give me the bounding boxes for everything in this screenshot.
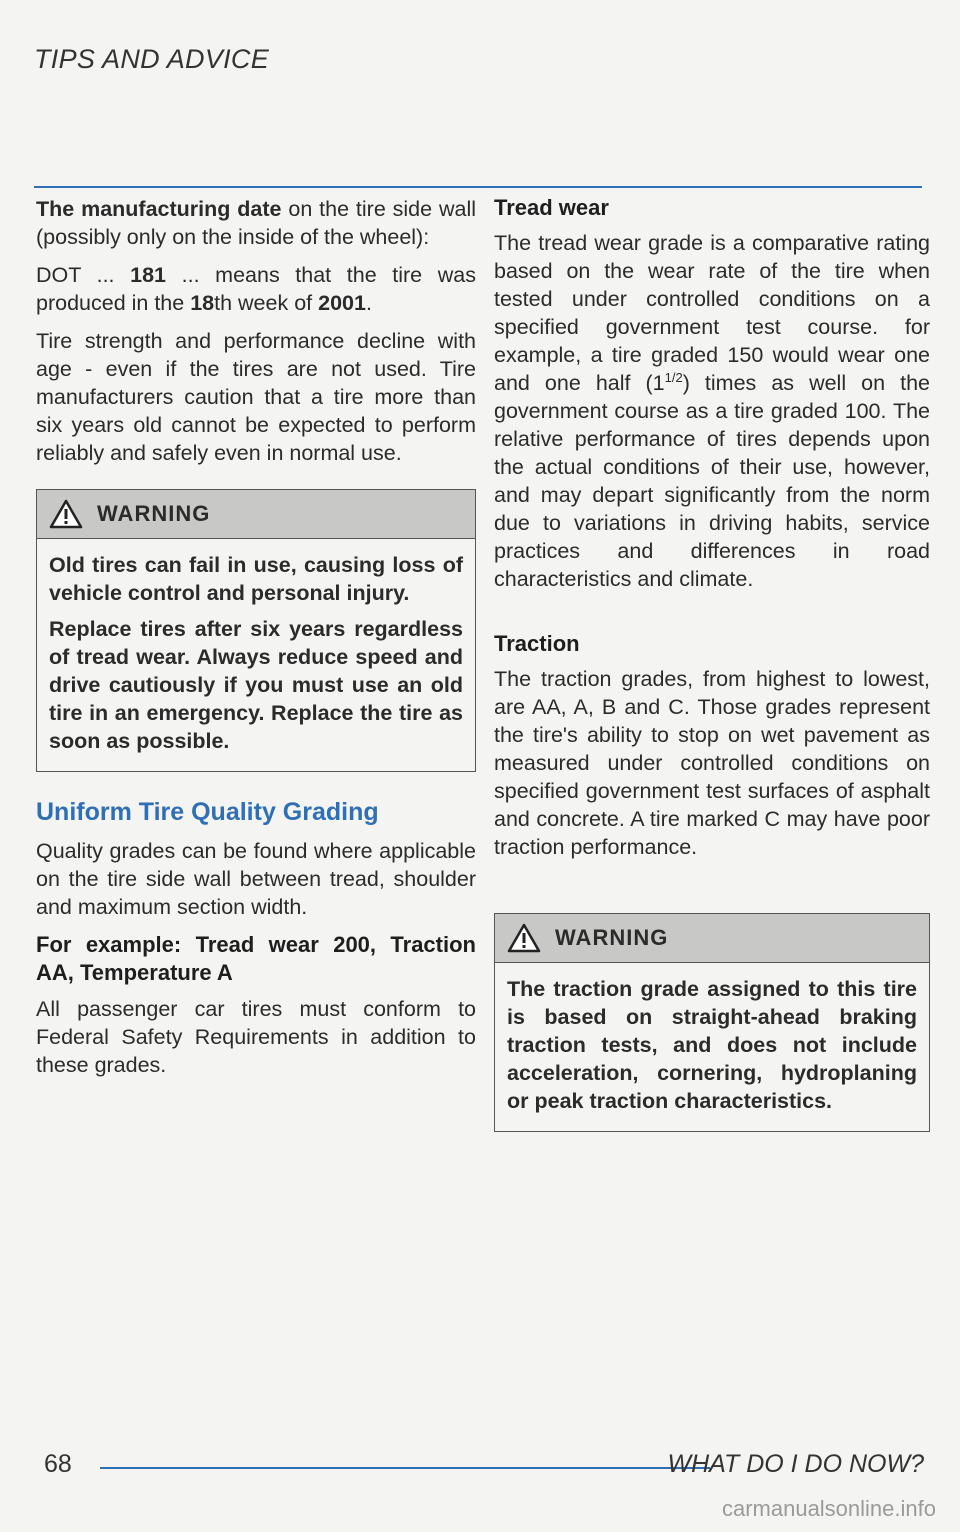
manufacturing-date-paragraph (36, 195, 476, 251)
warning-text-1: Old tires can fail in use, causing loss of vehicle control and personal injury. (49, 553, 463, 605)
page-footer (44, 1450, 924, 1490)
warning-box-old-tires (36, 489, 476, 772)
year-value: 2001 (318, 291, 366, 315)
uniform-grading-heading: Uniform Tire Quality Grading (36, 798, 379, 826)
dot-code-paragraph (36, 261, 476, 317)
page-number: 68 (44, 1450, 72, 1478)
example-heading: For example: Tread wear 200, Traction AA, Temperature A (36, 932, 476, 985)
dot-text: DOT ... (36, 263, 131, 287)
tread-wear-paragraph (494, 229, 930, 593)
tread-wear-heading: Tread wear (494, 195, 609, 220)
chapter-title: WHAT DO I DO NOW? (667, 1450, 924, 1478)
dot-code-value: 181 (130, 263, 167, 287)
warning-text-2: Replace tires after six years regardless of tread wear. Always reduce speed and drive cautiously if you must use an old tire in an emergency. Replace the tire as soon as possible. (49, 617, 463, 753)
traction-heading: Traction (494, 631, 580, 656)
warning-triangle-icon (507, 923, 541, 953)
warning-body (37, 539, 475, 771)
tread-wear-text-2: ) times as well on the government course as a tire graded 100. The relative performance of tires depends upon the actual conditions of their use, however, and may depart significantly from the norm due to variations in driving habits, service practices and differences in road characteristics and climate. (494, 371, 930, 591)
warning-box-traction (494, 913, 930, 1132)
traction-paragraph: The traction grades, from highest to lowest, are AA, A, B and C. Those grades represent the tire's ability to stop on wet pavement as measured under controlled conditions on specified government test surfaces of asphalt and concrete. A tire marked C may have poor traction performance. (494, 667, 930, 859)
footer-rule (100, 1467, 710, 1469)
warning-text-traction: The traction grade assigned to this tire is based on straight-ahead braking traction tests, and does not include acceleration, cornering, hydroplaning or peak traction characteristics. (507, 977, 917, 1113)
warning-header (495, 914, 929, 963)
week-text: th week of (214, 291, 319, 315)
half-superscript: 1/2 (664, 369, 683, 385)
watermark: carmanualsonline.info (721, 1496, 936, 1521)
period: . (365, 291, 372, 315)
section-title: TIPS AND ADVICE (34, 44, 270, 74)
week-value: 18 (190, 291, 215, 315)
tire-age-paragraph: Tire strength and performance decline with age - even if the tires are not used. Tire manufacturers caution that a tire more than six years old cannot be expected to perform reliably and safely even in normal use. (36, 329, 476, 465)
warning-triangle-icon (49, 499, 83, 529)
dot-explain-text: ... means that the tire was produced in the (36, 263, 476, 315)
warning-body (495, 963, 929, 1131)
warning-header (37, 490, 475, 539)
top-rule (34, 186, 922, 188)
right-column (494, 195, 930, 1150)
left-column (36, 195, 476, 1089)
federal-requirements-paragraph: All passenger car tires must conform to Federal Safety Requirements in addition to these grades. (36, 997, 476, 1077)
manufacturing-date-text: on the tire side wall (possibly only on the inside of the wheel): (36, 197, 477, 249)
quality-grades-paragraph: Quality grades can be found where applicable on the tire side wall between tread, shoulder and maximum section width. (36, 839, 476, 919)
manufacturing-date-term: The manufacturing date (36, 197, 282, 221)
tread-wear-text-1: The tread wear grade is a comparative rating based on the wear rate of the tire when tested under controlled conditions on a specified government test course. for example, a tire graded 150 would wear one and one half (1 (494, 231, 930, 395)
warning-title: WARNING (555, 925, 669, 950)
warning-title: WARNING (97, 501, 211, 526)
